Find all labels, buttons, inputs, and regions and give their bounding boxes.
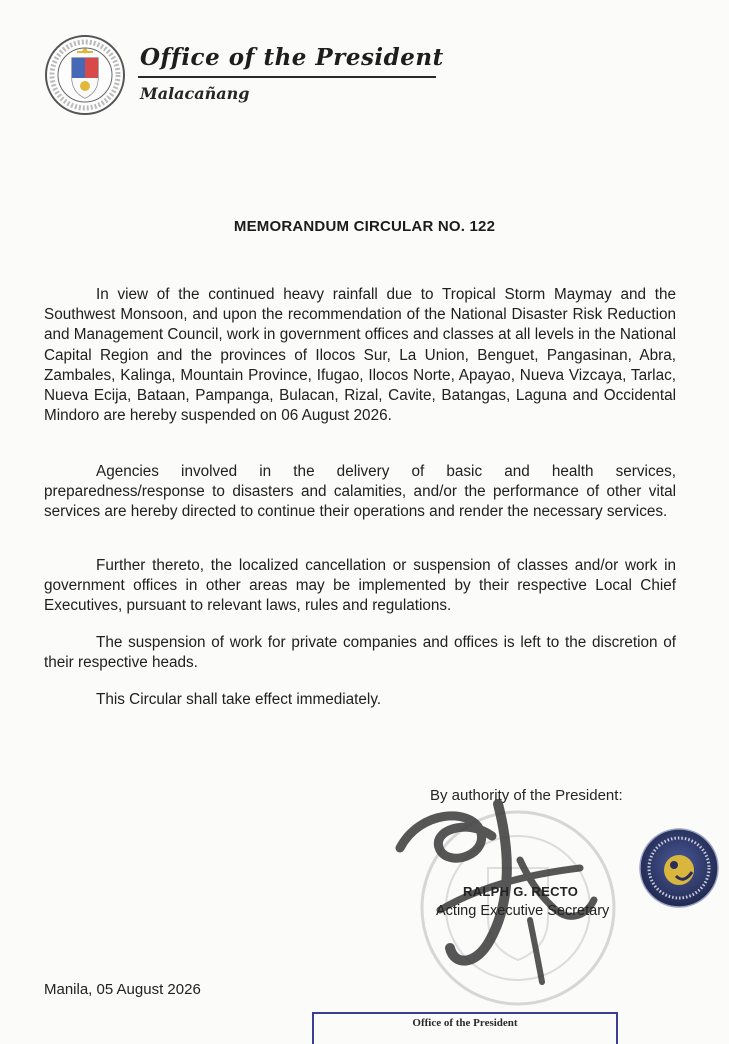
authority-line: By authority of the President: bbox=[430, 787, 623, 804]
receiving-stamp bbox=[312, 1012, 618, 1044]
office-location: Malacañang bbox=[140, 84, 250, 103]
memo-paragraph: Agencies involved in the delivery of basic and health services, preparedness/response to disasters and calamities, and/or the performance of other vital services are hereby directed to continue their operations and render the necessary services. bbox=[44, 463, 676, 521]
presidential-seal-icon bbox=[44, 34, 126, 116]
hologram-seal-icon bbox=[638, 826, 720, 910]
memo-paragraph: This Circular shall take effect immediately. bbox=[96, 691, 382, 708]
memo-paragraph: In view of the continued heavy rainfall due to Tropical Storm Maymay and the Southwest Monsoon, and upon the recommendation of the National Disaster Risk Reduction and Management Council, work in government offices and classes at all levels in the National Capital Region and the provinces of Ilocos Sur, La Union, Benguet, Pangasinan, Abra, Zambales, Kalinga, Mountain Province, Ifugao, Ilocos Norte, Apayao, Nueva Vizcaya, Tarlac, Nueva Ecija, Bataan, Pampanga, Bulacan, Rizal, Cavite, Batangas, Laguna and Occidental Mindoro are hereby suspended on 06 August 2026. bbox=[44, 286, 676, 425]
stamp-text: Office of the President bbox=[412, 1017, 518, 1029]
place-date: Manila, 05 August 2026 bbox=[44, 981, 201, 998]
office-title: Office of the President bbox=[140, 44, 444, 71]
memo-title: MEMORANDUM CIRCULAR NO. 122 bbox=[233, 218, 496, 235]
memo-paragraph: Further thereto, the localized cancellation or suspension of classes and/or work in government offices in other areas may be implemented by their respective Local Chief Executives, pursuant to relevant laws, rules and regulations. bbox=[44, 557, 676, 615]
signatory-name: RALPH G. RECTO bbox=[463, 884, 579, 899]
memo-paragraph: The suspension of work for private companies and offices is left to the discretion of their respective heads. bbox=[44, 634, 676, 672]
signatory-title: Acting Executive Secretary bbox=[436, 903, 610, 919]
letterhead-rule bbox=[138, 76, 436, 78]
